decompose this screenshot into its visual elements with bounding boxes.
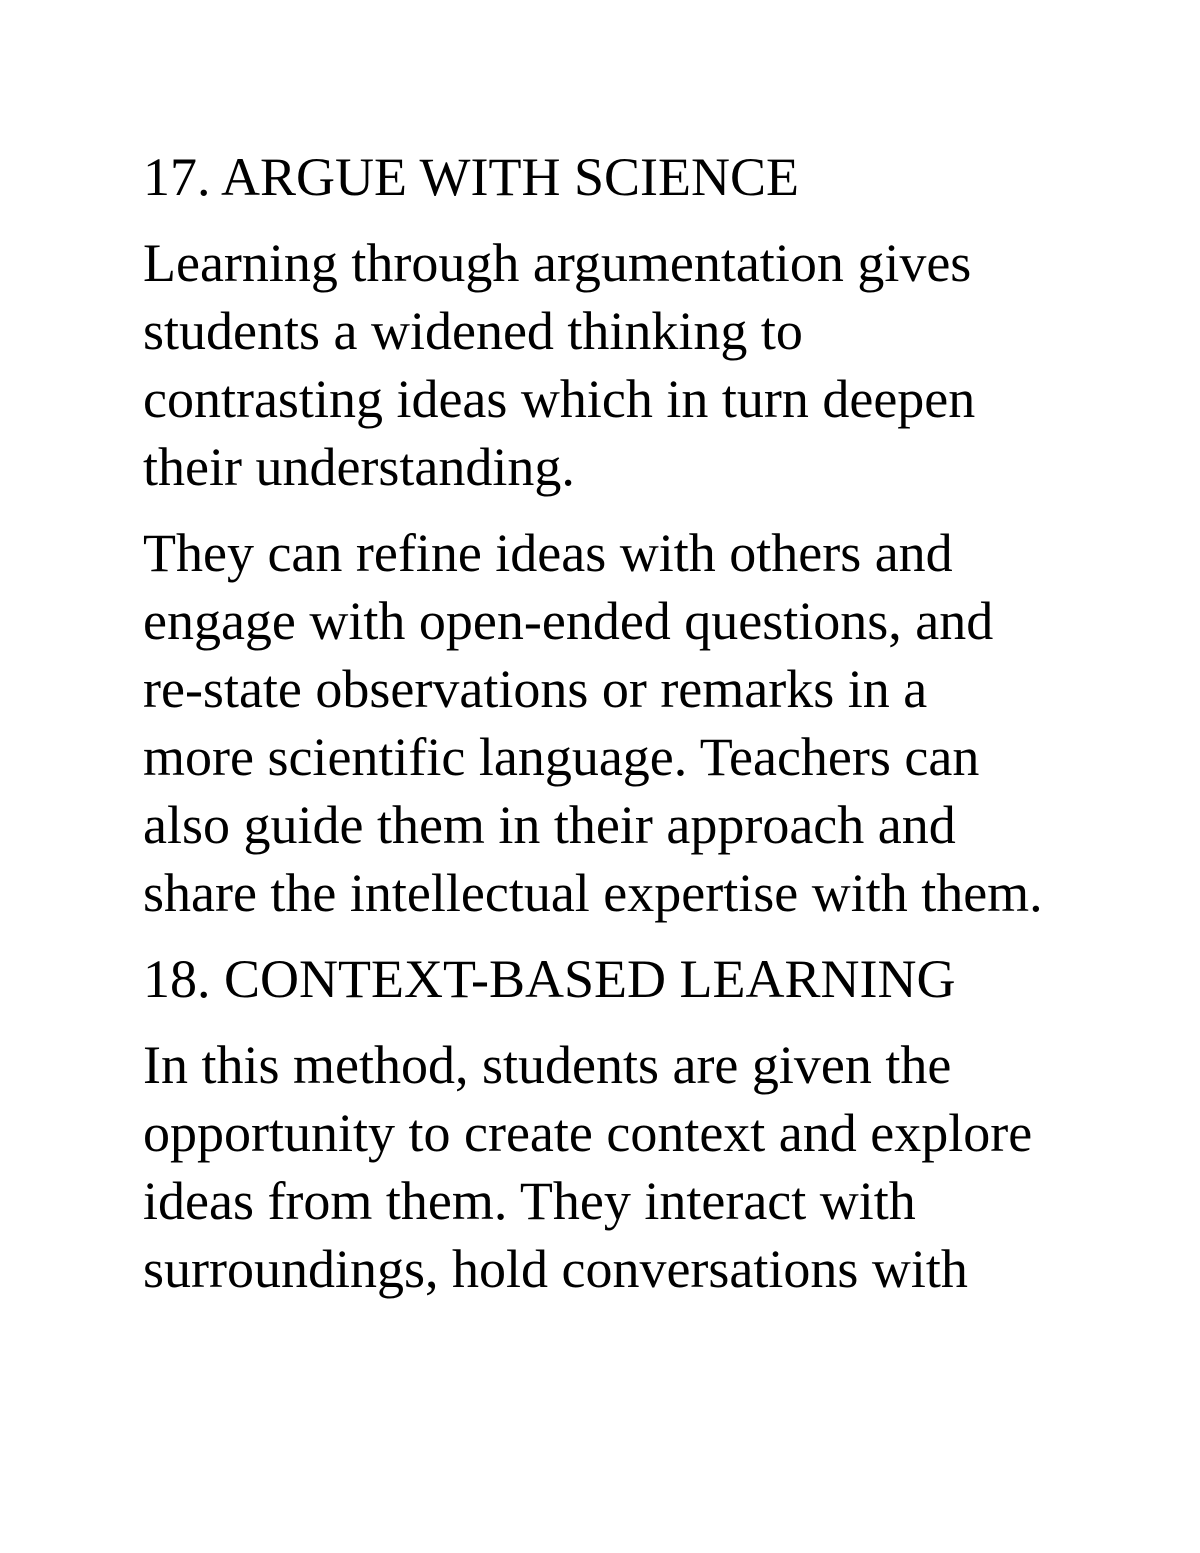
paragraph (143, 519, 1143, 927)
paragraph-line: re-state observations or remarks in a (143, 659, 928, 719)
paragraph-line: students a widened thinking to (143, 301, 803, 361)
paragraph-line: also guide them in their approach and (143, 795, 956, 855)
paragraph-line: contrasting ideas which in turn deepen (143, 369, 976, 429)
paragraph (143, 229, 1143, 501)
section-heading: 17. ARGUE WITH SCIENCE (143, 147, 799, 207)
paragraph (143, 1031, 1143, 1303)
paragraph-line: share the intellectual expertise with them. (143, 863, 1043, 923)
paragraph-line: more scientific language. Teachers can (143, 727, 980, 787)
paragraph-line: In this method, students are given the (143, 1035, 952, 1095)
section-17 (143, 143, 1143, 927)
paragraph-line: opportunity to create context and explore (143, 1103, 1033, 1163)
paragraph-line: their understanding. (143, 437, 575, 497)
paragraph-line: Learning through argumentation gives (143, 233, 972, 293)
document-body (143, 143, 1143, 1303)
section-heading: 18. CONTEXT-BASED LEARNING (143, 949, 956, 1009)
paragraph-line: ideas from them. They interact with (143, 1171, 916, 1231)
paragraph-line: surroundings, hold conversations with (143, 1239, 968, 1299)
paragraph-line: They can refine ideas with others and (143, 523, 953, 583)
paragraph-line: engage with open-ended questions, and (143, 591, 994, 651)
section-18 (143, 945, 1143, 1303)
